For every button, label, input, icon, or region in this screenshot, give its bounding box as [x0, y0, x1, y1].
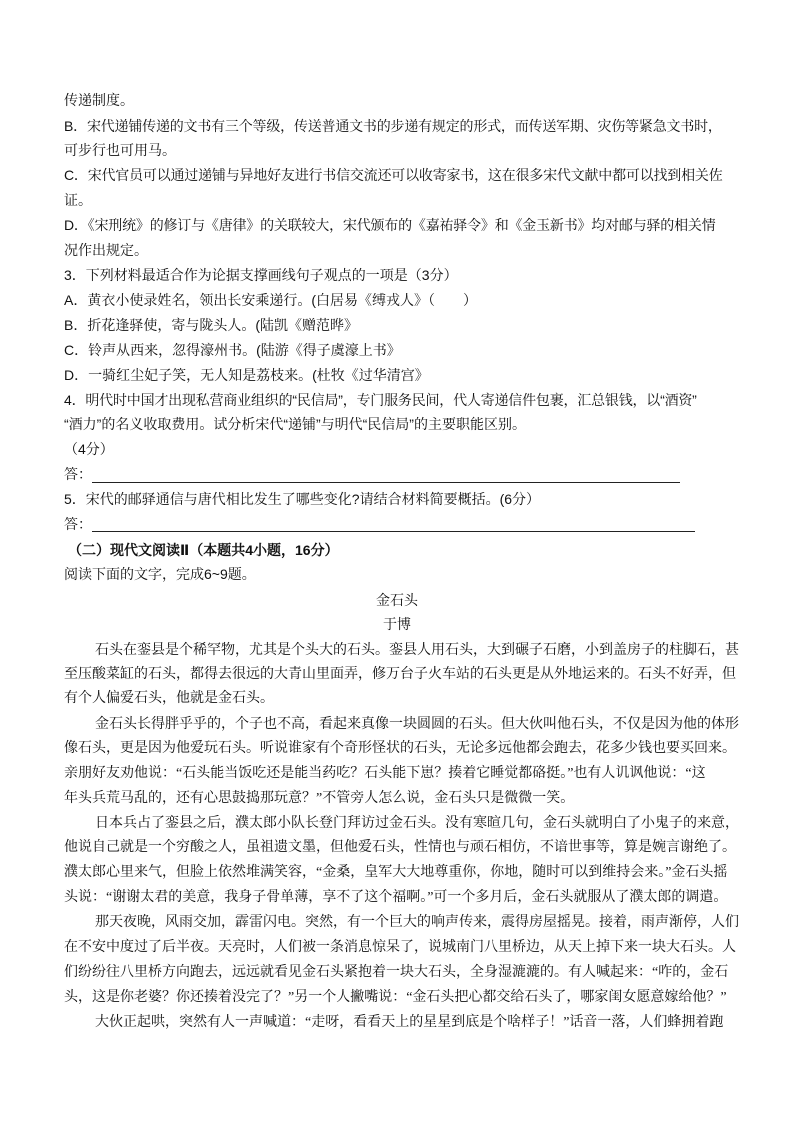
section-heading: （二）现代文阅读Ⅱ（本题共4小题，16分） — [68, 542, 339, 558]
story-line: 头，这是你老婆？你还揍着没完了？”另一个人撇嘴说：“金石头把心都交给石头了，哪家闺女愿意嫁给他？” — [64, 990, 727, 1005]
question-4-stem-continued: “酒力”的名义收取费用。试分析宋代“递铺”与明代“民信局”的主要职能区别。 — [64, 416, 526, 432]
story-line: 像石头，更是因为他爱玩石头。听说谁家有个奇形怪状的石头，无论多远他都会跑去，花多少钱也要买回来。 — [64, 741, 736, 756]
option-b-line: B．宋代递铺传递的文书有三个等级，传送普通文书的步递有规定的形式，而传送军期、灾伤等紧急文书时， — [64, 118, 722, 134]
question-3-option-a: A．黄衣小使录姓名，领出长安乘递行。(白居易《缚戎人》（ ） — [64, 292, 477, 308]
story-line: 大伙正起哄，突然有人一声喊道：“走呀，看看天上的星星到底是个啥样子！”话音一落，人们蜂拥着跑 — [95, 1015, 724, 1030]
story-title: 金石头 — [376, 594, 418, 609]
question-3-stem: 3．下列材料最适合作为论据支撑画线句子观点的一项是（3分） — [64, 267, 458, 283]
story-line: 们纷纷往八里桥方向跑去，远远就看见金石头紧抱着一块大石头，全身湿漉漉的。有人喊起来：“咋的，金石 — [64, 965, 729, 980]
story-line: 头说：“谢谢太君的美意，我身子骨单薄，享不了这个福啊。”可一个多月后，金石头就服从了濮太郎的调遣。 — [64, 890, 728, 905]
story-line: 石头在銮县是个稀罕物，尤其是个头大的石头。銮县人用石头，大到碾子石磨，小到盖房子的柱脚石，甚 — [95, 643, 739, 658]
story-line: 日本兵占了銮县之后，濮太郎小队长登门拜访过金石头。没有寒暄几句，金石头就明白了小鬼子的来意， — [95, 816, 739, 831]
story-line: 他说自己就是一个穷酸之人，虽祖遗文墨，但他爱石头，性情也与顽石相仿，不谙世事等，算是婉言谢绝了。 — [64, 840, 736, 855]
story-line: 年头兵荒马乱的，还有心思鼓捣那玩意？”不管旁人怎么说，金石头只是微微一笑。 — [64, 791, 575, 806]
text-line: 传递制度。 — [64, 92, 134, 108]
story-line: 金石头长得胖乎乎的，个子也不高，看起来真像一块圆圆的石头。但大伙叫他石头，不仅是因为他的体形 — [95, 717, 739, 732]
question-4-stem: 4．明代时中国才出现私营商业组织的“民信局”，专门服务民间，代人寄递信件包裹，汇总银钱，以“酒资” — [64, 392, 697, 408]
story-line: 在不安中度过了后半夜。天亮时，人们被一条消息惊呆了，说城南门八里桥边，从天上掉下来一块大石头。人 — [64, 940, 736, 955]
option-c-line: C．宋代官员可以通过递铺与异地好友进行书信交流还可以收寄家书，这在很多宋代文献中都可以找到相关佐 — [64, 167, 723, 183]
question-5-stem: 5．宋代的邮驿通信与唐代相比发生了哪些变化?请结合材料简要概括。(6分） — [64, 491, 541, 507]
question-4-answer-line[interactable] — [92, 482, 680, 483]
story-line: 至压酸菜缸的石头，都得去很远的大青山里面弄，修万台子火车站的石头更是从外地运来的。石头不好弄，但 — [64, 667, 736, 682]
question-5-answer-label: 答： — [64, 516, 92, 532]
question-3-option-b: B．折花逢驿使，寄与陇头人。(陆凯《赠范晔》 — [64, 317, 358, 333]
question-3-option-d: D．一骑红尘妃子笑，无人知是荔枝来。(杜牧《过华清宫》 — [64, 367, 429, 383]
text-line: 况作出规定。 — [64, 242, 148, 258]
question-4-answer-label: 答： — [64, 466, 92, 482]
question-5-answer-line[interactable] — [92, 531, 695, 532]
question-3-option-c: C．铃声从西来，忽得濠州书。(陆游《得子虞濠上书》 — [64, 342, 401, 358]
option-d-line: D．《宋刑统》的修订与《唐律》的关联较大，宋代颁布的《嘉祐驿令》和《金玉新书》均对邮与驿的相关情 — [64, 217, 716, 233]
section-instruction: 阅读下面的文字，完成6~9题。 — [64, 566, 256, 582]
text-line: 证。 — [64, 192, 92, 208]
story-line: 有个人偏爱石头，他就是金石头。 — [64, 691, 274, 706]
text-line: 可步行也可用马。 — [64, 142, 176, 158]
story-author: 于博 — [383, 618, 411, 633]
story-line: 亲朋好友劝他说：“石头能当饭吃还是能当药吃？石头能下崽？揍着它睡觉都硌挺。”也有人讥讽他说：“这 — [64, 766, 706, 781]
story-line: 那天夜晚，风雨交加，霹雷闪电。突然，有一个巨大的响声传来，震得房屋摇晃。接着，雨声渐停，人们 — [95, 915, 739, 930]
question-4-score: （4分） — [64, 441, 114, 457]
story-line: 濮太郎心里来气，但脸上依然堆满笑容，“金桑，皇军大大地尊重你，你地，随时可以到维持会来。”金石头摇 — [64, 865, 728, 880]
